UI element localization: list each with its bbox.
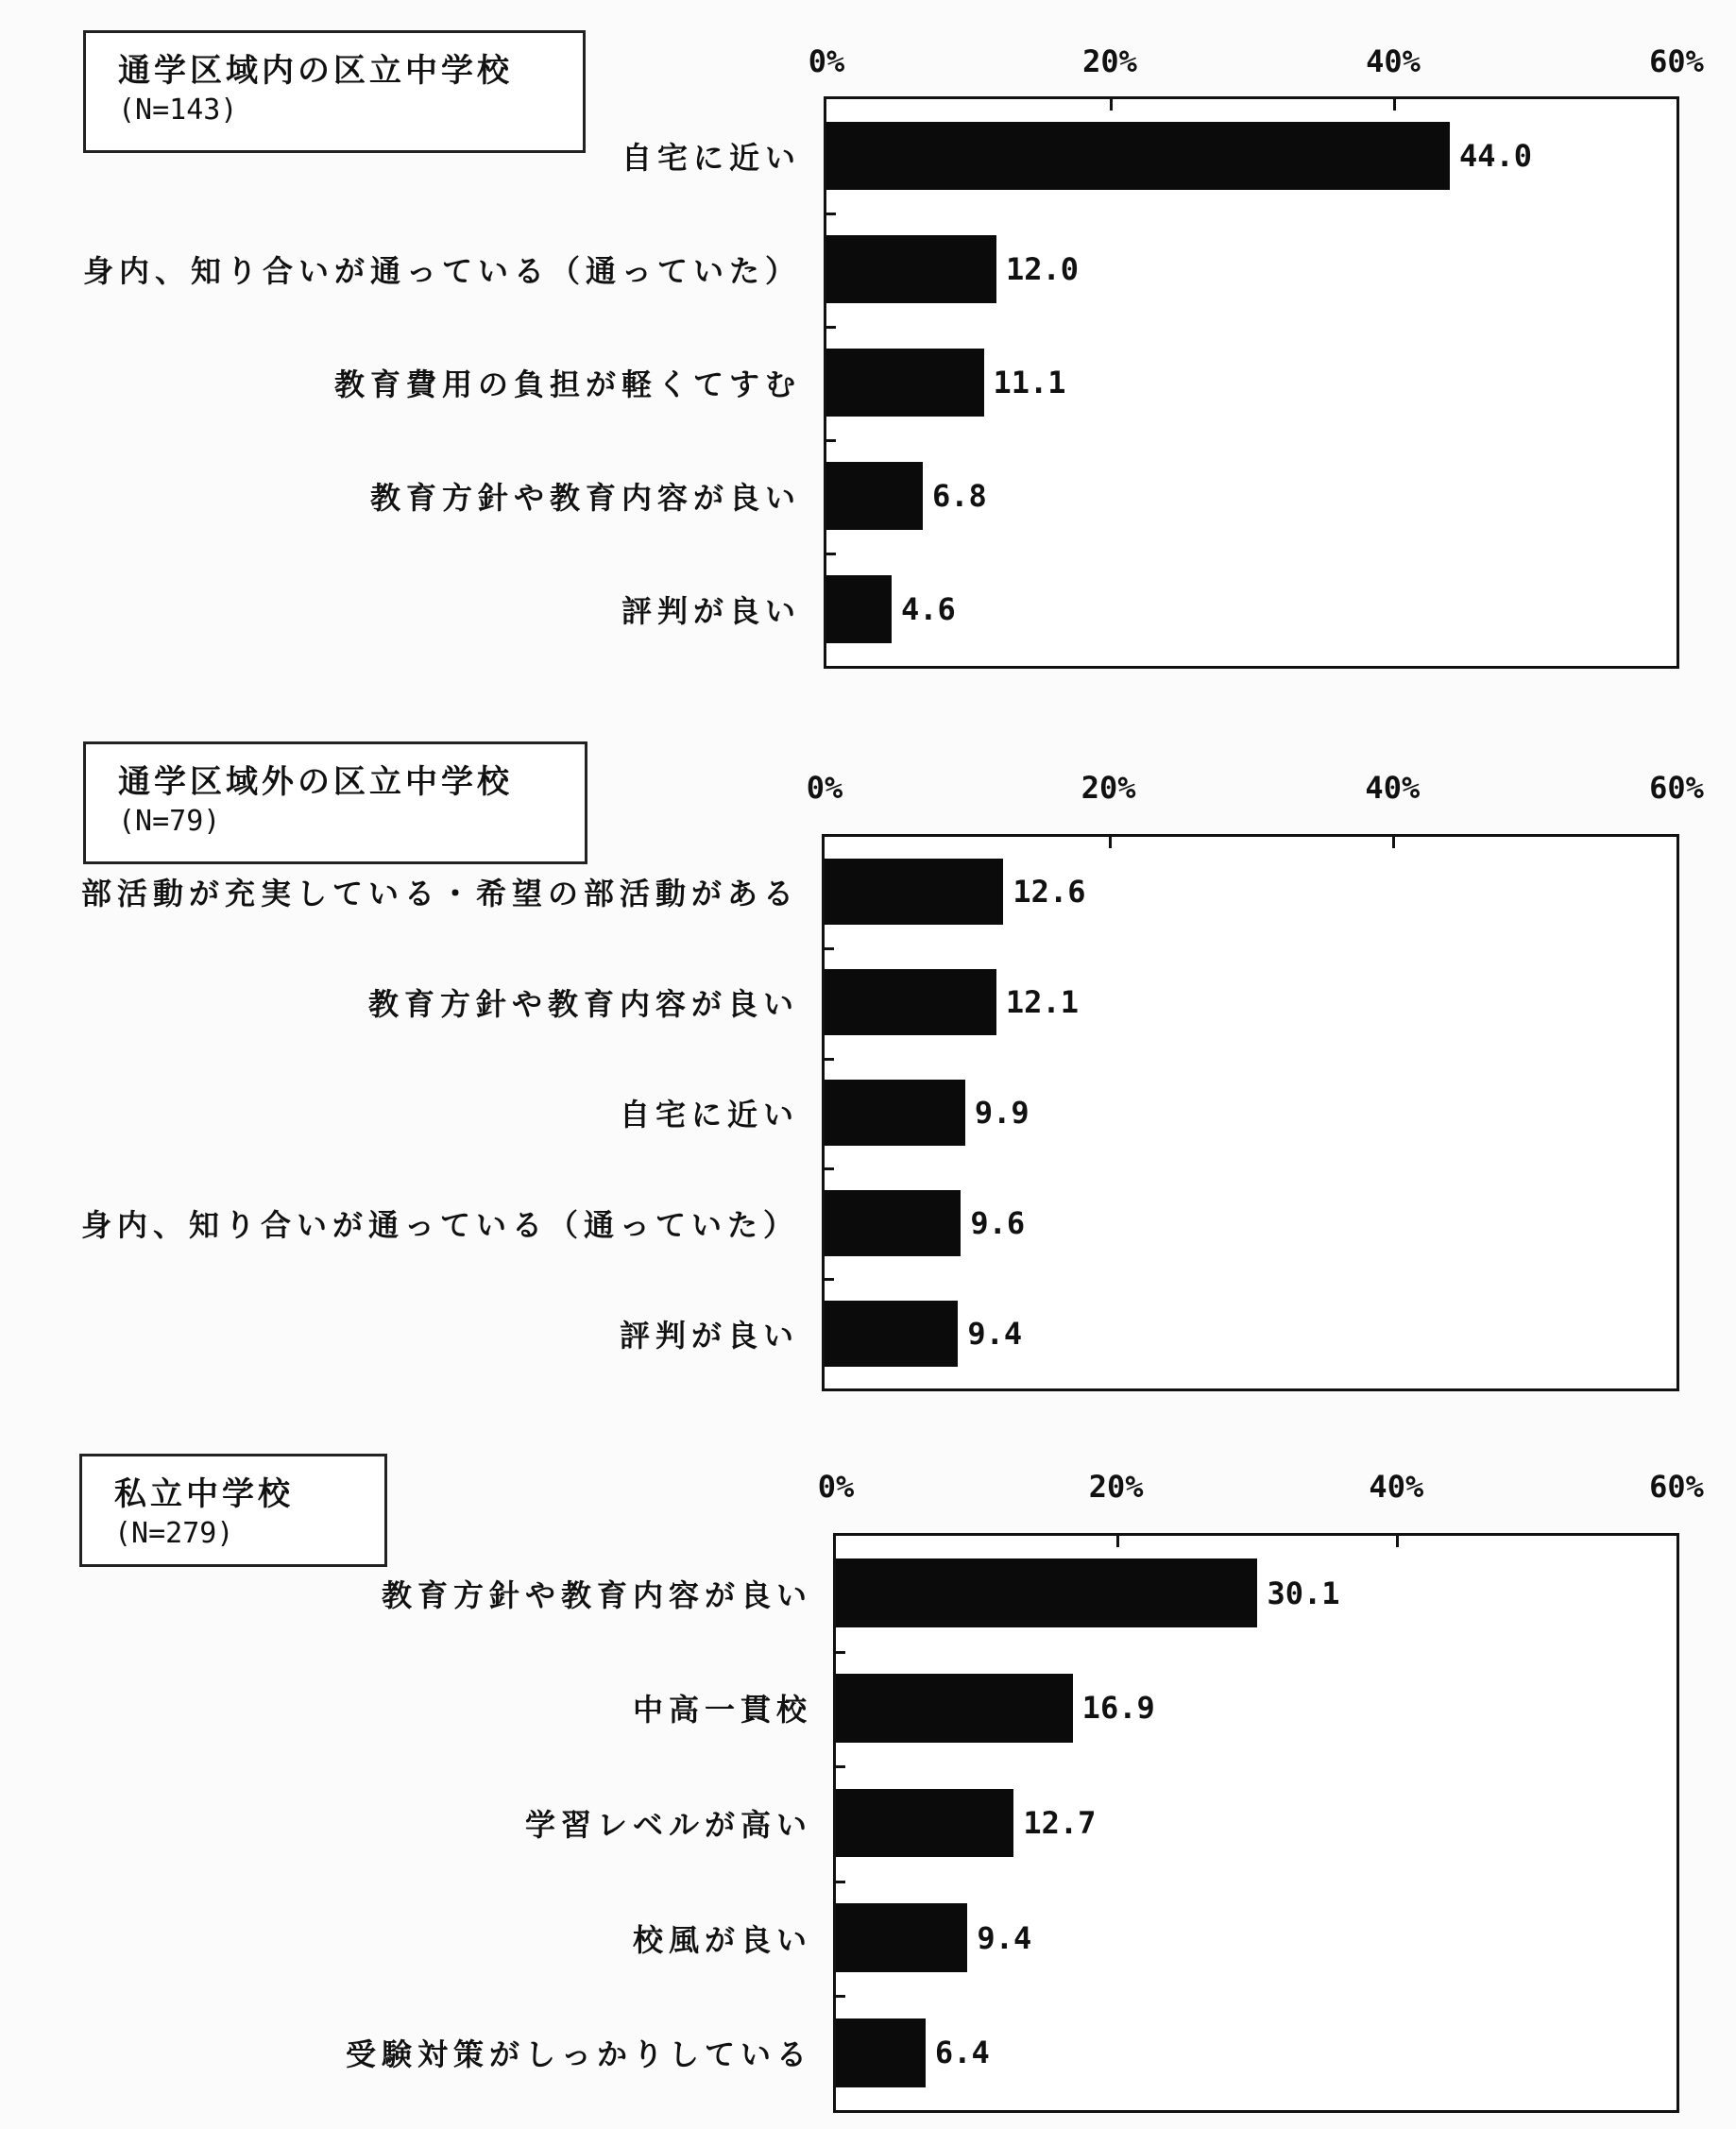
x-tick-mark [1392,837,1395,848]
data-label: 12.7 [1023,1805,1097,1841]
plot-area [833,1533,1679,2113]
bar [825,1080,965,1146]
bar [826,122,1450,190]
data-label: 12.6 [1013,874,1086,911]
bar [836,1903,967,1972]
x-tick-label: 60% [1649,1469,1704,1505]
y-tick-mark [826,553,836,555]
category-label: 身内、知り合いが通っている（通っていた） [80,1206,799,1243]
y-tick-mark [836,1881,845,1883]
y-tick-mark [836,1651,845,1654]
chart-title-box [83,30,586,153]
y-tick-mark [836,1995,845,1998]
chart-title: 通学区域内の区立中学校 [118,52,513,90]
data-label: 11.1 [993,365,1066,400]
x-tick-label: 0% [817,1469,855,1505]
bar [825,969,996,1035]
chart-panel-1 [0,0,1736,699]
x-tick-label: 0% [806,770,843,806]
y-tick-mark [825,947,834,950]
bar [825,1190,961,1256]
chart-sample-size: (N=79) [118,805,221,838]
bar [836,1674,1073,1743]
x-tick-label: 20% [1081,770,1136,806]
x-tick-label: 60% [1649,770,1704,806]
bar [826,462,923,530]
chart-sample-size: (N=279) [114,1517,234,1550]
data-label: 16.9 [1081,1690,1155,1727]
x-tick-label: 40% [1366,43,1421,79]
bar [836,1558,1257,1627]
plot-area [822,834,1679,1391]
x-tick-label: 20% [1082,43,1137,79]
data-label: 4.6 [901,591,956,627]
x-tick-label: 20% [1088,1469,1144,1505]
y-tick-mark [825,1278,834,1281]
data-label: 6.4 [934,2035,990,2071]
x-tick-mark [1110,99,1113,111]
data-label: 30.1 [1267,1575,1340,1611]
x-tick-mark [1396,1536,1399,1547]
category-label: 自宅に近い [621,140,801,176]
category-label: 教育費用の負担が軽くてすむ [333,366,801,402]
x-tick-mark [1116,1536,1119,1547]
category-label: 受験対策がしっかりしている [345,2036,812,2073]
bar [836,2018,926,2087]
y-tick-mark [826,213,836,215]
category-label: 自宅に近い [619,1097,799,1133]
x-tick-label: 60% [1649,43,1704,79]
x-tick-mark [1393,99,1396,111]
y-tick-mark [825,1167,834,1170]
chart-panel-3 [0,1422,1736,2129]
category-label: 中高一貫校 [632,1692,812,1729]
chart-title: 私立中学校 [114,1475,294,1513]
plot-area [824,96,1679,669]
data-label: 9.6 [970,1204,1026,1241]
category-label: 身内、知り合いが通っている（通っていた） [82,253,801,289]
data-label: 12.0 [1006,251,1080,287]
category-label: 教育方針や教育内容が良い [381,1576,812,1613]
y-tick-mark [836,1765,845,1768]
category-label: 教育方針や教育内容が良い [369,480,801,516]
category-label: 教育方針や教育内容が良い [367,986,799,1023]
category-label: 評判が良い [619,1317,799,1354]
x-tick-mark [1109,837,1112,848]
chart-title-box [83,741,587,864]
data-label: 44.0 [1459,138,1533,174]
data-label: 9.9 [974,1095,1030,1131]
bar [836,1789,1013,1858]
y-tick-mark [826,439,836,442]
x-tick-label: 0% [808,43,845,79]
chart-sample-size: (N=143) [118,94,238,127]
data-label: 9.4 [977,1919,1032,1956]
data-label: 9.4 [967,1315,1023,1352]
category-label: 校風が良い [632,1921,812,1958]
bar [826,349,984,417]
chart-title: 通学区域外の区立中学校 [118,763,513,801]
x-tick-label: 40% [1369,1469,1424,1505]
bar [826,235,996,303]
category-label: 評判が良い [621,593,801,629]
data-label: 12.1 [1005,984,1079,1021]
data-label: 6.8 [932,478,987,514]
category-label: 学習レベルが高い [524,1807,812,1843]
chart-panel-2 [0,713,1736,1412]
x-tick-label: 40% [1365,770,1421,806]
y-tick-mark [826,326,836,329]
y-tick-mark [825,1058,834,1061]
bar [826,575,892,643]
bar [825,859,1003,925]
chart-title-box [79,1454,387,1567]
category-label: 部活動が充実している・希望の部活動がある [80,876,799,912]
bar [825,1301,958,1367]
